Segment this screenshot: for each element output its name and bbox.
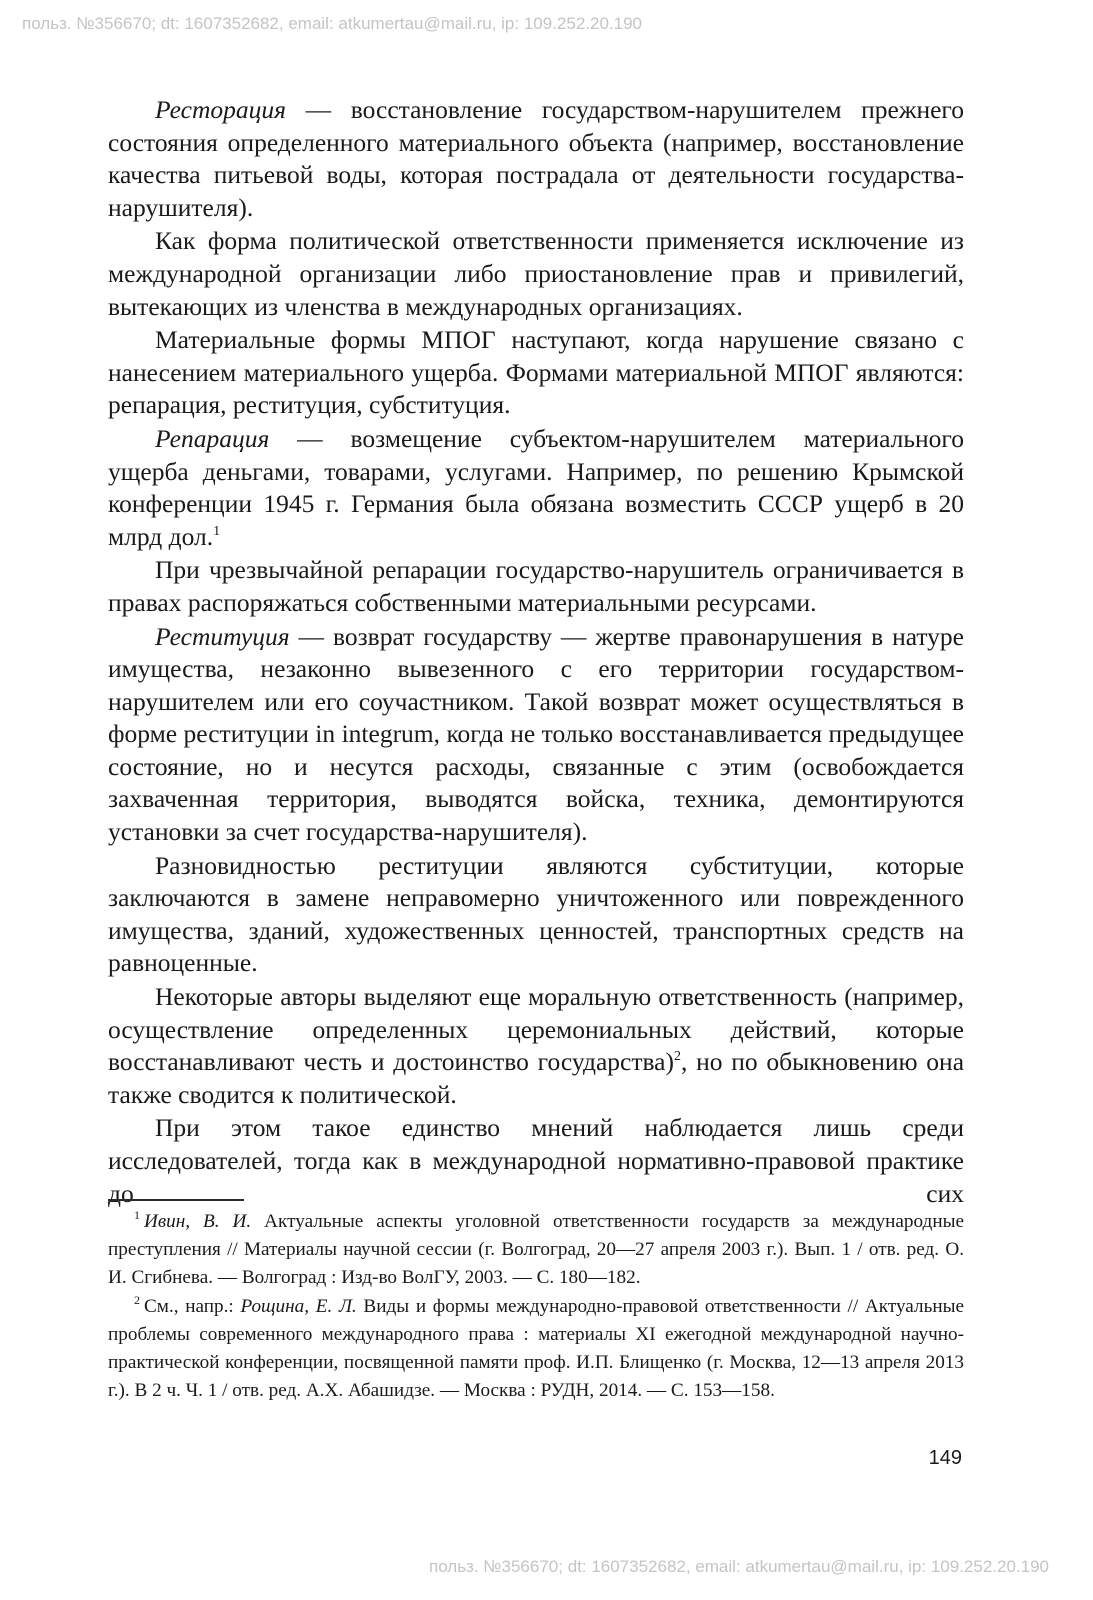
footnote-ref[interactable]: 2: [674, 1049, 681, 1065]
term: Репарация: [155, 423, 270, 453]
paragraph-restitution: Реституция — возврат государству — жертве правонарушения в натуре имущества, незаконно вывезенного с его территории государством-нарушителем или его соучастником. Такой возврат может осуществляться в форме реституции in integrum, когда не только восстанавливается предыдущее состояние, но и несутся расходы, связанные с этим (освобождается захваченная территория, выводятся войска, техника, демонтируются установки за счет государства-нарушителя).: [108, 621, 964, 847]
paragraph-extraordinary: При чрезвычайной репарации государство-нарушитель ограничивается в правах распоряжаться собственными материальными ресурсами.: [108, 555, 964, 617]
term: Ресторация: [155, 95, 286, 124]
paragraph-continuation: При этом такое единство мнений наблюдается лишь среди исследователей, тогда как в международной нормативно-правовой практике до сих: [108, 1113, 964, 1208]
footnote-author: Ивин, В. И.: [144, 1211, 252, 1232]
footnote-divider: [108, 1199, 244, 1201]
footnote-2: $^2$ См., напр.: Рощина, Е. Л. Виды и формы международно-правовой ответственности // Актуальные проблемы современного международного права : материалы XI ежегодной международной научно-практической конференции, посвященной памяти проф. И.П. Блищенко (г. Москва, 12—13 апреля 2013 г.). В 2 ч. Ч. 1 / отв. ред. А.Х. Абашидзе. — Москва : РУДН, 2014. — С. 153—158.: [108, 1293, 964, 1401]
footnote-1: $^1$ Ивин, В. И. Актуальные аспекты уголовной ответственности государств за международные преступления // Материалы научной сессии (г. Волгоград, 20—27 апреля 2003 г.). Вып. 1 / отв. ред. О. И. Сгибнева. — Волгоград : Изд-во ВолГУ, 2003. — С. 180—182.: [108, 1208, 964, 1288]
paragraph-political: Как форма политической ответственности применяется исключение из международной организации либо приостановление прав и привилегий, вытекающих из членства в международных организациях.: [108, 226, 964, 321]
paragraph-substitution: Разновидностью реституции являются субституции, которые заключаются в замене неправомерно уничтоженного или поврежденного имущества, зданий, художественных ценностей, транспортных средств на равноценные.: [108, 850, 964, 978]
footnotes: [108, 1208, 964, 1405]
paragraph-reparation: Репарация — возмещение субъектом-нарушителем материального ущерба деньгами, товарами, услугами. Например, по решению Крымской конференции 1945 г. Германия была обязана возместить СССР ущерб в 20 млрд дол.$^1$: [108, 423, 964, 551]
term: Реституция: [155, 621, 290, 651]
watermark-bottom: польз. №356670; dt: 1607352682, email: atkumertau@mail.ru, ip: 109.252.20.190: [428, 1557, 1049, 1576]
body-text: [108, 94, 964, 1210]
page-number: 149: [928, 1447, 962, 1469]
watermark-top: польз. №356670; dt: 1607352682, email: atkumertau@mail.ru, ip: 109.252.20.190: [22, 14, 643, 33]
footnote-ref[interactable]: 1: [213, 523, 221, 539]
footnote-author: Рощина, Е. Л.: [240, 1296, 357, 1318]
paragraph-moral: Некоторые авторы выделяют еще моральную ответственность (например, осуществление определенных церемониальных действий, которые восстанавливают честь и достоинство государства)$^2$, но по обыкновению она также сводится к политической.: [108, 982, 965, 1109]
paragraph-restoration: Ресторация — восстановление государством-нарушителем прежнего состояния определенного материального объекта (например, восстановление качества питьевой воды, которая пострадала от деятельности государства-нарушителя).: [108, 95, 964, 222]
paragraph-material: Материальные формы МПОГ наступают, когда нарушение связано с нанесением материального ущерба. Формами материальной МПОГ являются: репарация, реституция, субституция.: [108, 325, 964, 420]
